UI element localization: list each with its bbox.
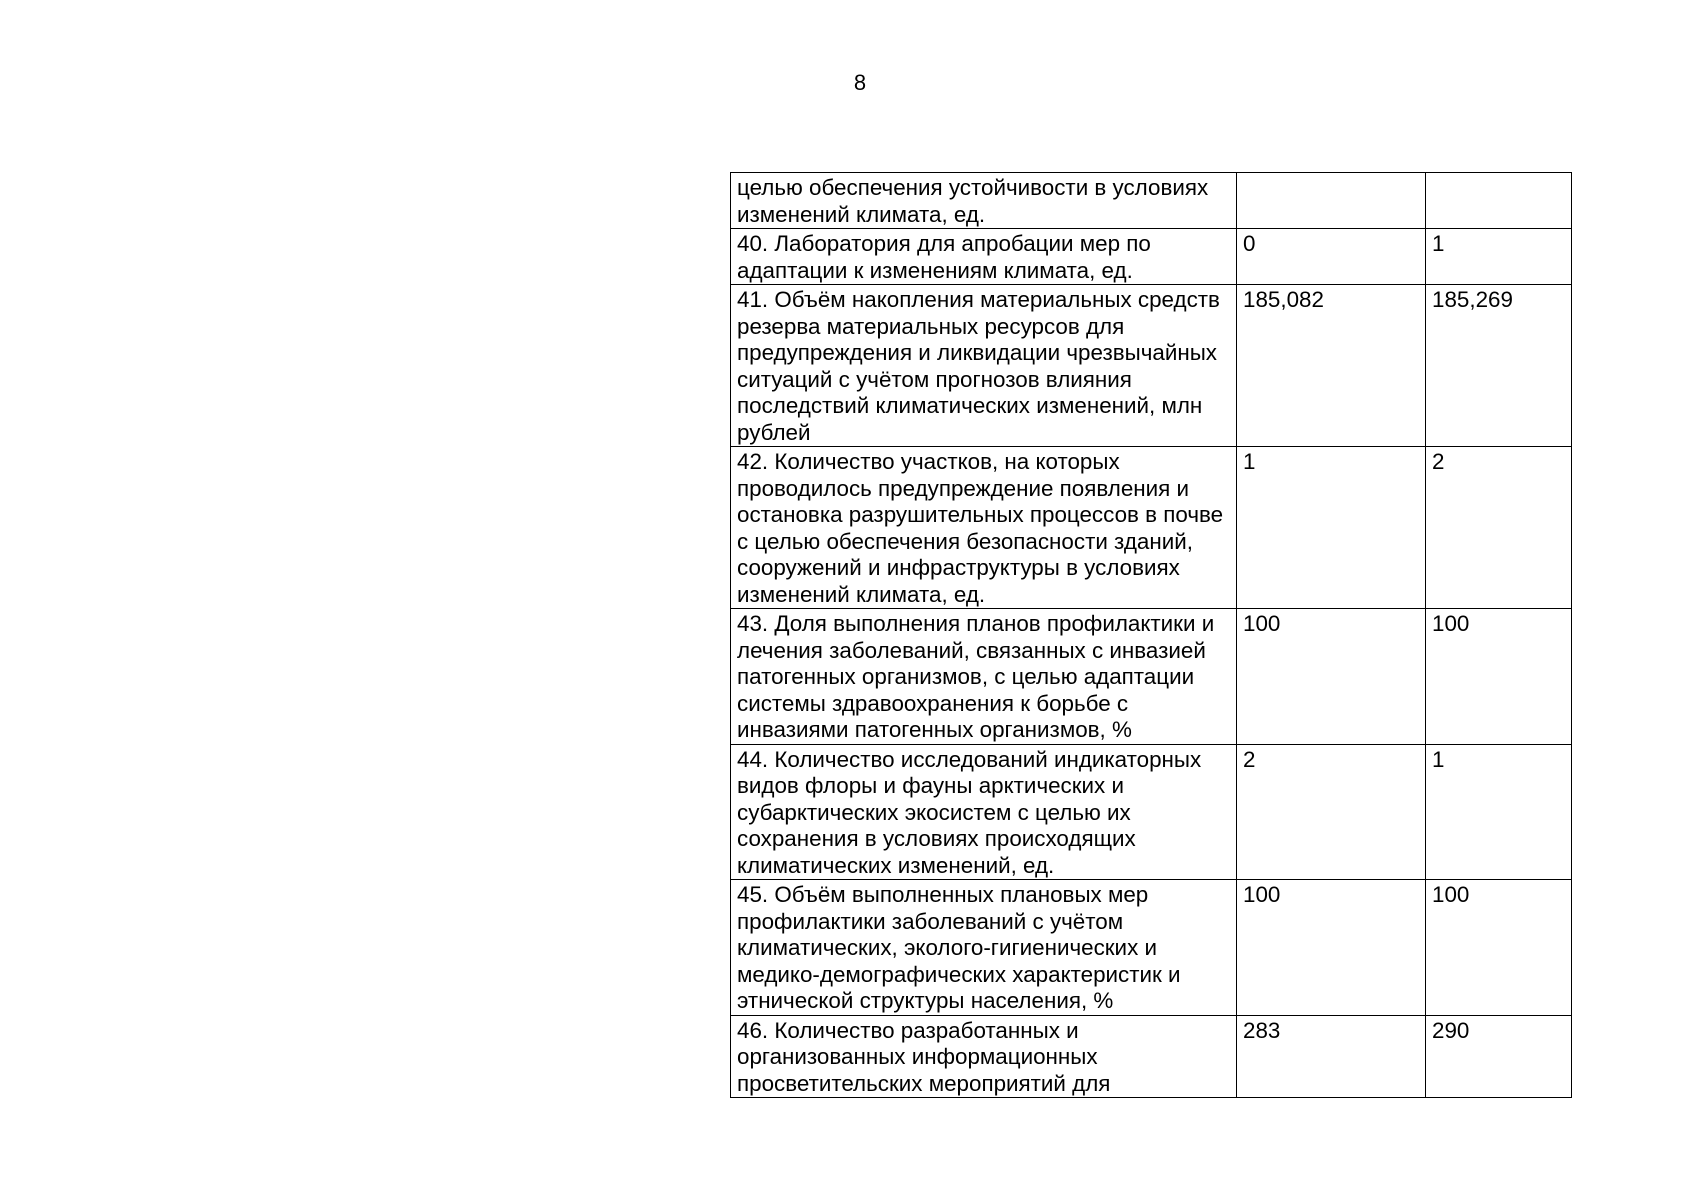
value-cell-1: 100 (1237, 880, 1426, 1016)
indicator-name-cell: 44. Количество исследований индикаторных видов флоры и фауны арктических и субарктических экосистем с целью их сохранения в условиях происходящих климатических изменений, ед. (731, 744, 1237, 880)
indicator-name-cell: 45. Объём выполненных плановых мер профилактики заболеваний с учётом климатических, эколого-гигиенических и медико-демографических характеристик и этнической структуры населения, % (731, 880, 1237, 1016)
table-row (731, 285, 1572, 447)
value-cell-2 (1426, 173, 1572, 229)
indicator-name-cell: 43. Доля выполнения планов профилактики и лечения заболеваний, связанных с инвазией патогенных организмов, с целью адаптации системы здравоохранения к борьбе с инвазиями патогенных организмов, % (731, 609, 1237, 745)
value-cell-1: 283 (1237, 1015, 1426, 1098)
value-cell-2: 185,269 (1426, 285, 1572, 447)
value-cell-1 (1237, 173, 1426, 229)
value-cell-1: 185,082 (1237, 285, 1426, 447)
value-cell-2: 290 (1426, 1015, 1572, 1098)
value-cell-2: 100 (1426, 609, 1572, 745)
value-cell-2: 1 (1426, 229, 1572, 285)
value-cell-1: 0 (1237, 229, 1426, 285)
table-row (731, 229, 1572, 285)
indicator-name-cell: целью обеспечения устойчивости в условиях изменений климата, ед. (731, 173, 1237, 229)
indicator-name-cell: 40. Лаборатория для апробации мер по адаптации к изменениям климата, ед. (731, 229, 1237, 285)
page-number: 8 (853, 70, 867, 95)
indicator-name-cell: 46. Количество разработанных и организованных информационных просветительских мероприятий для (731, 1015, 1237, 1098)
value-cell-2: 100 (1426, 880, 1572, 1016)
indicator-name-cell: 42. Количество участков, на которых проводилось предупреждение появления и остановка разрушительных процессов в почве с целью обеспечения безопасности зданий, сооружений и инфраструктуры в условиях изменений климата, ед. (731, 447, 1237, 609)
table-row (731, 447, 1572, 609)
table-row (731, 880, 1572, 1016)
value-cell-1: 2 (1237, 744, 1426, 880)
value-cell-1: 1 (1237, 447, 1426, 609)
table-row (731, 173, 1572, 229)
table-row (731, 609, 1572, 745)
table-row (731, 744, 1572, 880)
table-row (731, 1015, 1572, 1098)
indicator-name-cell: 41. Объём накопления материальных средств резерва материальных ресурсов для предупреждения и ликвидации чрезвычайных ситуаций с учётом прогнозов влияния последствий климатических изменений, млн рублей (731, 285, 1237, 447)
value-cell-2: 2 (1426, 447, 1572, 609)
value-cell-1: 100 (1237, 609, 1426, 745)
value-cell-2: 1 (1426, 744, 1572, 880)
indicators-table (730, 172, 1572, 1098)
